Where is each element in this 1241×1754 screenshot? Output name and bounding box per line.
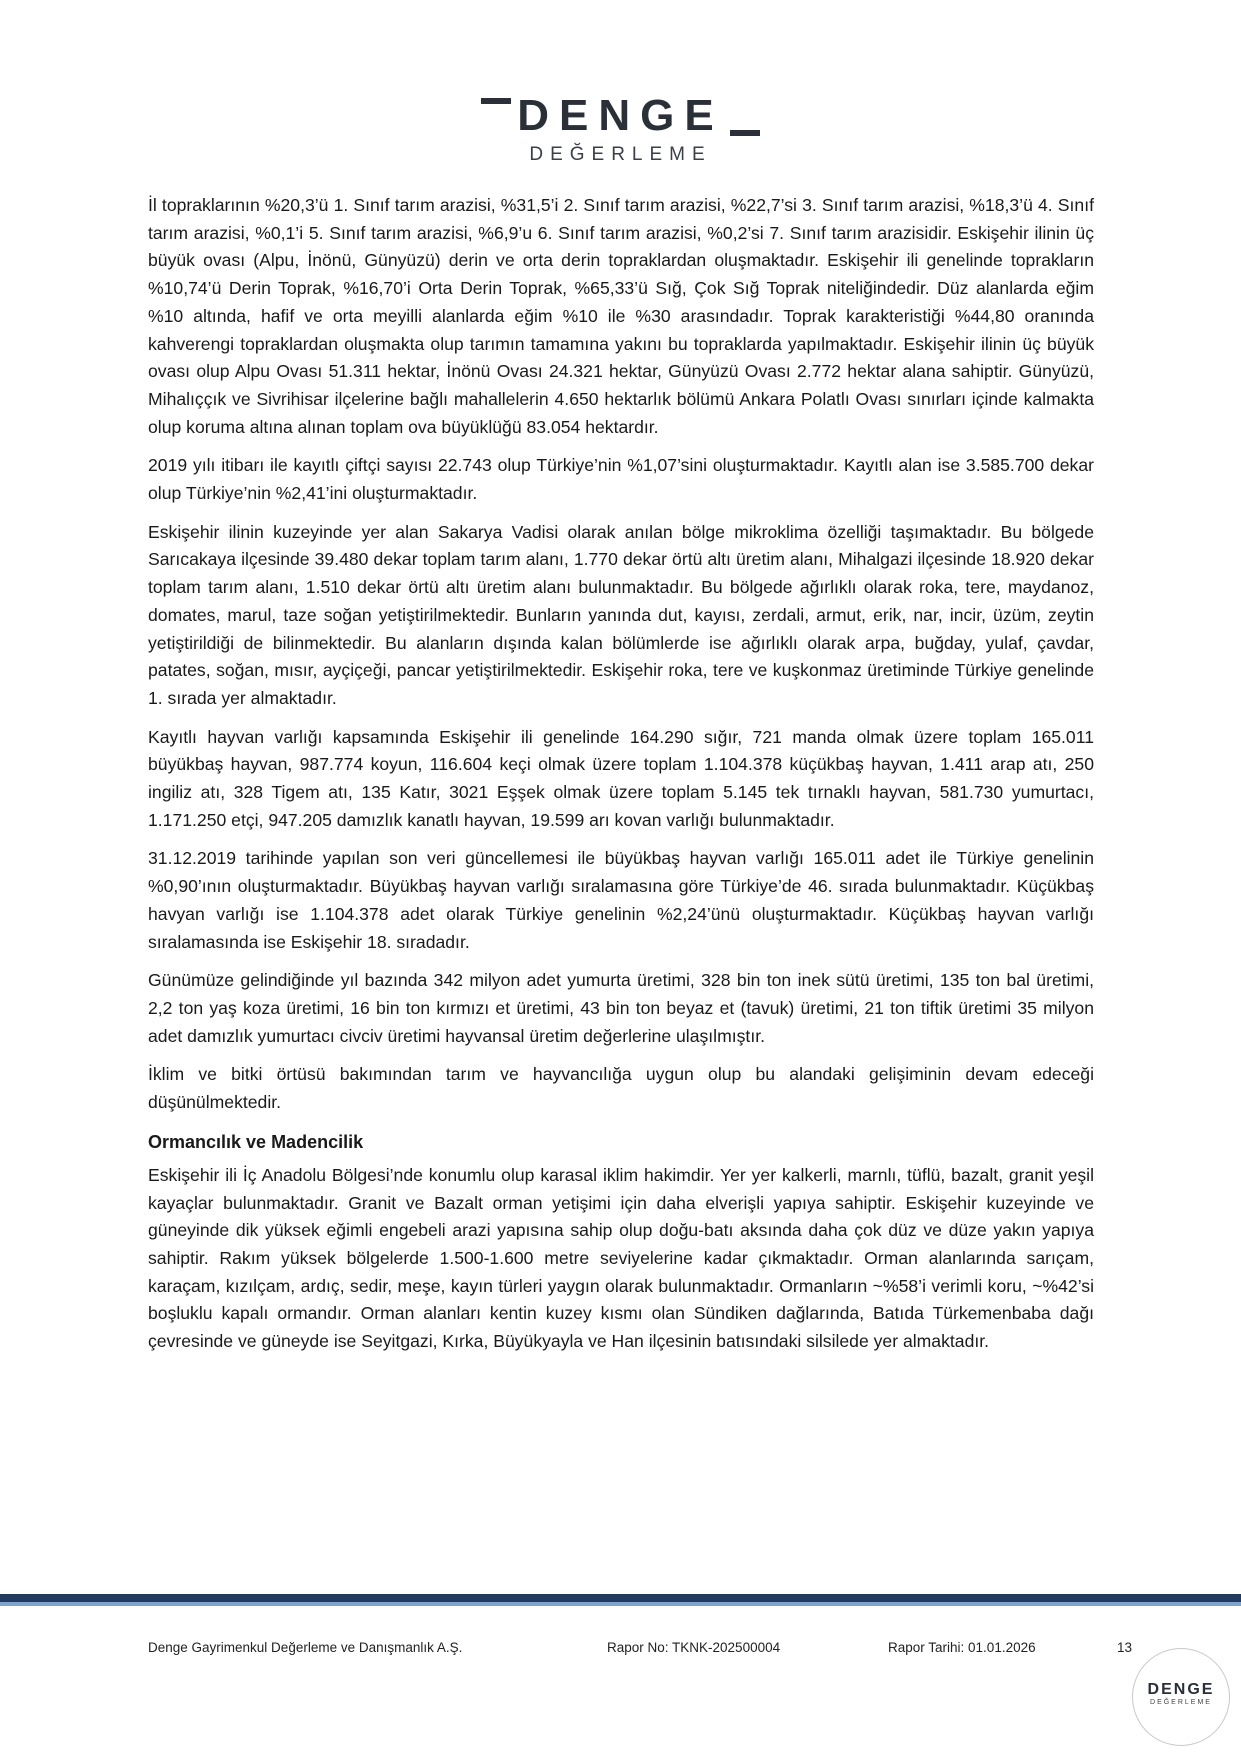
paragraph-sakarya-valley: Eskişehir ilinin kuzeyinde yer alan Sakarya Vadisi olarak anılan bölge mikroklima özelliği taşımaktadır. Bu bölgede Sarıcakaya ilçesinde 39.480 dekar toplam tarım alanı, 1.770 dekar örtü altı üretim alanı, Mihalgazi ilçesinde 18.920 dekar toplam tarım alanı, 1.510 dekar örtü altı üretim alanı bulunmaktadır. Bu bölgede ağırlıklı olarak roka, tere, maydanoz, domates, marul, taze soğan yetiştirilmektedir. Bunların yanında dut, kayısı, zerdali, armut, erik, nar, incir, üzüm, zeytin yetiştirildiği de bilinmektedir. Bu alanların dışında kalan bölümlerde ise ağırlıklı olarak arpa, buğday, yulaf, çavdar, patates, soğan, mısır, ayçiçeği, pancar yetiştirilmektedir. Eskişehir roka, tere ve kuşkonmaz üretiminde Türkiye genelinde 1. sırada yer almaktadır. [148,521,1094,708]
section-heading: Ormancılık ve Madencilik [148,1131,364,1152]
document-body [148,192,1094,1367]
paragraph-climate: İklim ve bitki örtüsü bakımından tarım ve hayvancılığa uygun olup bu alandaki gelişiminin devam edeceği düşünülmektedir. [148,1064,1094,1113]
footer-report-no: Rapor No: TKNK-202500004 [607,1640,781,1655]
page-number: 13 [1117,1640,1133,1655]
paragraph-farmers: 2019 yılı itibarı ile kayıtlı çiftçi sayısı 22.743 olup Türkiye’nin %1,07’sini oluşturmaktadır. Kayıtlı alan ise 3.585.700 dekar olup Türkiye’nin %2,41’ini oluşturmaktadır. [148,455,1094,504]
company-stamp [1132,1648,1230,1746]
footer-report-date: Rapor Tarihi: 01.01.2026 [888,1640,1036,1655]
footer-rule-light [0,1602,1241,1606]
logo-subtext: DEĞERLEME [529,144,712,165]
logo-text: DENGE [517,91,724,140]
paragraph-forestry: Eskişehir ili İç Anadolu Bölgesi’nde konumlu olup karasal iklim hakimdir. Yer yer kalkerli, marnlı, tüflü, bazalt, granit yeşil kayaçlar bulunmaktadır. Granit ve Bazalt orman yetişimi için daha elverişli yapıya sahiptir. Eskişehir kuzeyinde ve güneyinde dik yüksek eğimli engebeli arazi yapısına sahip olup doğu-batı aksında daha çok düz ve düze yakın yapıya sahiptir. Rakım yüksek bölgelerde 1.500-1.600 metre seviyelerine kadar çıkmaktadır. Orman alanlarında sarıçam, karaçam, kızılçam, ardıç, sedir, meşe, kayın türleri yaygın olarak bulunmaktadır. Ormanların ~%58’i verimli koru, ~%42’si boşluklu kapalı ormandır. Orman alanları kentin kuzey kısmı olan Sündiken dağlarında, Batıda Türkemenbaba dağı çevresinde ve güneyde ise Seyitgazi, Kırka, Büyükyayla ve Han ilçesinin batısındaki silsilede yer almaktadır. [148,1164,1094,1352]
paragraph-livestock-ranking: 31.12.2019 tarihinde yapılan son veri güncellemesi ile büyükbaş hayvan varlığı 165.011 adet ile Türkiye genelinin %0,90’ının oluşturmaktadır. Büyükbaş hayvan varlığı sıralamasına göre Türkiye’de 46. sırada bulunmaktadır. Küçükbaş havyan varlığı ise 1.104.378 adet olarak Türkiye genelinin %2,24’ünü oluşturmaktadır. Küçükbaş hayvan varlığı sıralamasında ise Eskişehir 18. sıradadır. [148,848,1094,952]
company-logo [0,92,1241,166]
footer-company: Denge Gayrimenkul Değerleme ve Danışmanlık A.Ş. [148,1640,463,1655]
footer-rule-dark [0,1594,1241,1602]
stamp-subtext: DEĞERLEME [1150,1699,1212,1706]
paragraph-production: Günümüze gelindiğinde yıl bazında 342 milyon adet yumurta üretimi, 328 bin ton inek sütü üretimi, 135 ton bal üretimi, 2,2 ton yaş koza üretimi, 16 bin ton kırmızı et üretimi, 43 bin ton beyaz et (tavuk) üretimi, 21 ton tiftik üretimi 35 milyon adet damızlık yumurtacı civciv üretimi hayvansal üretim değerlerine ulaşılmıştır. [148,970,1094,1046]
paragraph-soil: İl topraklarının %20,3’ü 1. Sınıf tarım arazisi, %31,5’i 2. Sınıf tarım arazisi, %22,7’si 3. Sınıf tarım arazisi, %18,3’ü 4. Sınıf tarım arazisi, %0,1’i 5. Sınıf tarım arazisi, %6,9’u 6. Sınıf tarım arazisi, %0,2’si 7. Sınıf tarım arazisidir. Eskişehir ilinin üç büyük ovası (Alpu, İnönü, Günyüzü) derin ve orta derin topraklardan oluşmaktadır. Eskişehir ili genelinde toprakların %10,74’ü Derin Toprak, %16,70’i Orta Derin Toprak, %65,33’ü Sığ, Çok Sığ Toprak niteliğindedir. Düz alanlarda eğim %10 altında, hafif ve orta meyilli alanlarda eğim %10 ile %30 arasındadır. Toprak karakteristiği %44,80 oranında kahverengi topraklardan oluşmakta olup tarımın tamamına yakını bu topraklarda yapılmaktadır. Eskişehir ilinin üç büyük ovası olup Alpu Ovası 51.311 hektar, İnönü Ovası 24.321 hektar, Günyüzü Ovası 2.772 hektar alana sahiptir. Günyüzü, Mihalıççık ve Sivrihisar ilçelerine bağlı mahallelerin 4.650 hektarlık bölümü Ankara Polatlı Ovası sınırları içinde kalmakta olup koruma altına alınan toplam ova büyüklüğü 83.054 hektardır. [148,195,1094,437]
stamp-text: DENGE [1147,1681,1215,1698]
paragraph-livestock: Kayıtlı hayvan varlığı kapsamında Eskişehir ili genelinde 164.290 sığır, 721 manda olmak üzere toplam 165.011 büyükbaş hayvan, 987.774 koyun, 116.604 keçi olmak üzere toplam 1.104.378 küçükbaş hayvan, 1.411 arap atı, 250 ingiliz atı, 328 Tigem atı, 135 Katır, 3021 Eşşek olmak üzere toplam 5.145 tek tırnaklı hayvan, 581.730 yumurtacı, 1.171.250 etçi, 947.205 damızlık kanatlı hayvan, 19.599 arı kovan varlığı bulunmaktadır. [148,726,1094,830]
